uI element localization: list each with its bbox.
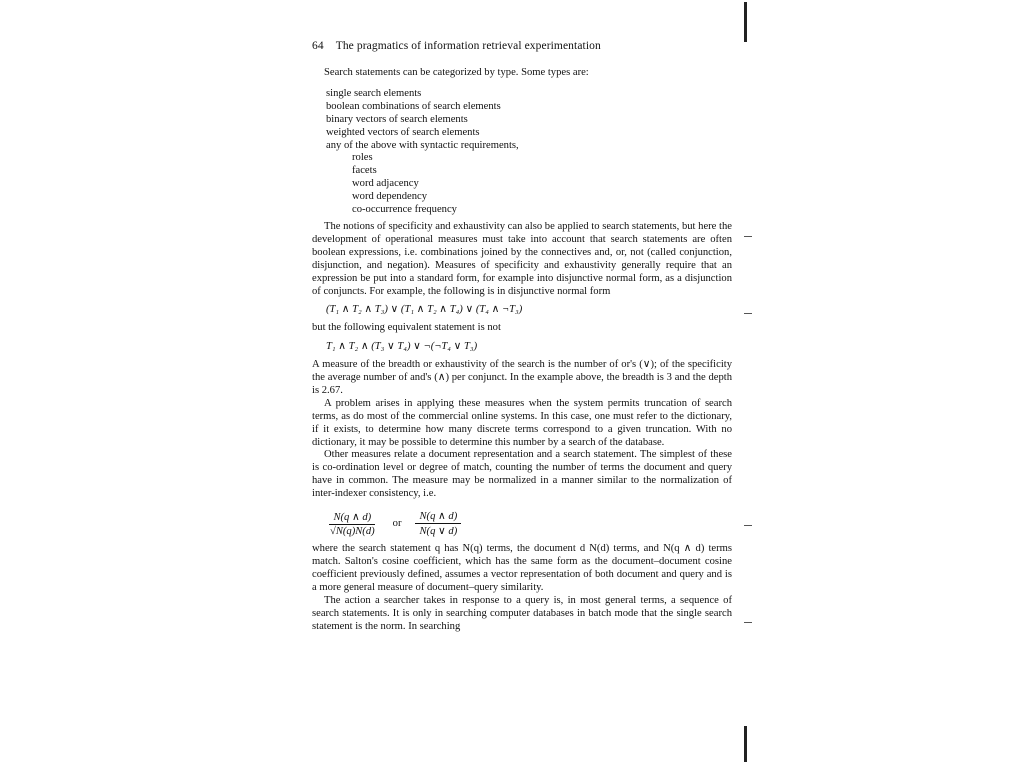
- type-item: binary vectors of search elements: [326, 113, 468, 125]
- subtype-item: word dependency: [352, 191, 428, 203]
- fraction-numerator: N(q ∧ d): [415, 510, 461, 524]
- fraction-denominator: √N(q)N(d): [330, 525, 375, 537]
- subtype-item: facets: [352, 165, 377, 177]
- subtype-item: word adjacency: [352, 178, 419, 190]
- paragraph-other-measures: Other measures relate a document representation and a search statement. The simplest of these is co-ordination level or degree of match, counting the number of terms the document and query have in common. The measure may be normalized in a manner similar to the normalization of inter-indexer consistency, i.e.: [312, 449, 732, 500]
- paragraph-cosine: where the search statement q has N(q) terms, the document d N(d) terms, and N(q ∧ d) terms match. Salton's cosine coefficient, which has the same form as the document–document cosine coefficient previously defined, assumes a vector representation of both document and query and is a more general measure of document–query similarity.: [312, 543, 732, 593]
- fraction-jaccard: [415, 510, 461, 537]
- binding-mark: [744, 525, 752, 526]
- paragraph-equivalent: but the following equivalent statement is not: [312, 322, 501, 334]
- fraction-cosine: [326, 511, 379, 537]
- running-header: [312, 40, 732, 52]
- normalization-formula: [326, 510, 732, 537]
- paragraph-truncation: A problem arises in applying these measures when the system permits truncation of search terms, as do most of the commercial online systems. In this case, one must refer to the dictionary, if it exists, to determine how many discrete terms correspond to a given truncation. With no dictionary, it may be possible to determine this number by a search of the database.: [312, 397, 732, 448]
- binding-mark: [744, 622, 752, 623]
- page-number: 64: [312, 40, 324, 52]
- paragraph-breadth: A measure of the breadth or exhaustivity of the search is the number of or's (∨); of the specificity the average number of and's (∧) per conjunct. In the example above, the breadth is 3 and the depth is 2.67.: [312, 359, 732, 396]
- binding-edge-bottom: [744, 726, 747, 762]
- type-item: weighted vectors of search elements: [326, 126, 480, 138]
- subtype-item: co-occurrence frequency: [352, 204, 457, 216]
- formula-or: or: [392, 518, 402, 530]
- running-title: The pragmatics of information retrieval experimentation: [335, 40, 601, 52]
- expression-non-dnf: T₁ ∧ T₂ ∧ (T₃ ∨ T₄) ∨ ¬(¬T₄ ∨ T₃): [326, 341, 478, 353]
- expression-dnf: (T₁ ∧ T₂ ∧ T₃) ∨ (T₁ ∧ T₂ ∧ T₄) ∨ (T₄ ∧ ¬T₃): [326, 304, 523, 316]
- search-statement-types: [326, 88, 732, 217]
- paragraph-specificity: The notions of specificity and exhaustivity can also be applied to search statements, but here the development of operational measures must take into account that search statements are often boolean expressions, i.e. combinations joined by the connectives and, or, not (called conjunction, disjunction, and negation). Measures of specificity and exhaustivity generally require that an expression be put into a standard form, for example into disjunctive normal form, as a disjunction of conjuncts. For example, the following is in disjunctive normal form: [312, 220, 732, 297]
- syntactic-requirements-list: [352, 152, 732, 217]
- book-page: [312, 40, 732, 633]
- subtype-container: [326, 152, 732, 217]
- type-item: any of the above with syntactic requirements,: [326, 139, 519, 151]
- fraction-numerator: N(q ∧ d): [329, 511, 375, 525]
- subtype-item: roles: [352, 152, 373, 164]
- fraction-denominator: N(q ∨ d): [419, 526, 458, 538]
- type-item: single search elements: [326, 87, 422, 99]
- binding-mark: [744, 236, 752, 237]
- binding-mark: [744, 313, 752, 314]
- types-intro: Search statements can be categorized by type. Some types are:: [324, 67, 589, 78]
- binding-edge-top: [744, 2, 747, 42]
- type-item: boolean combinations of search elements: [326, 100, 501, 112]
- paragraph-searcher-action: The action a searcher takes in response to a query is, in most general terms, a sequence of search statements. It is only in searching computer databases in batch mode that the single search statement is the norm. In searching: [312, 594, 732, 632]
